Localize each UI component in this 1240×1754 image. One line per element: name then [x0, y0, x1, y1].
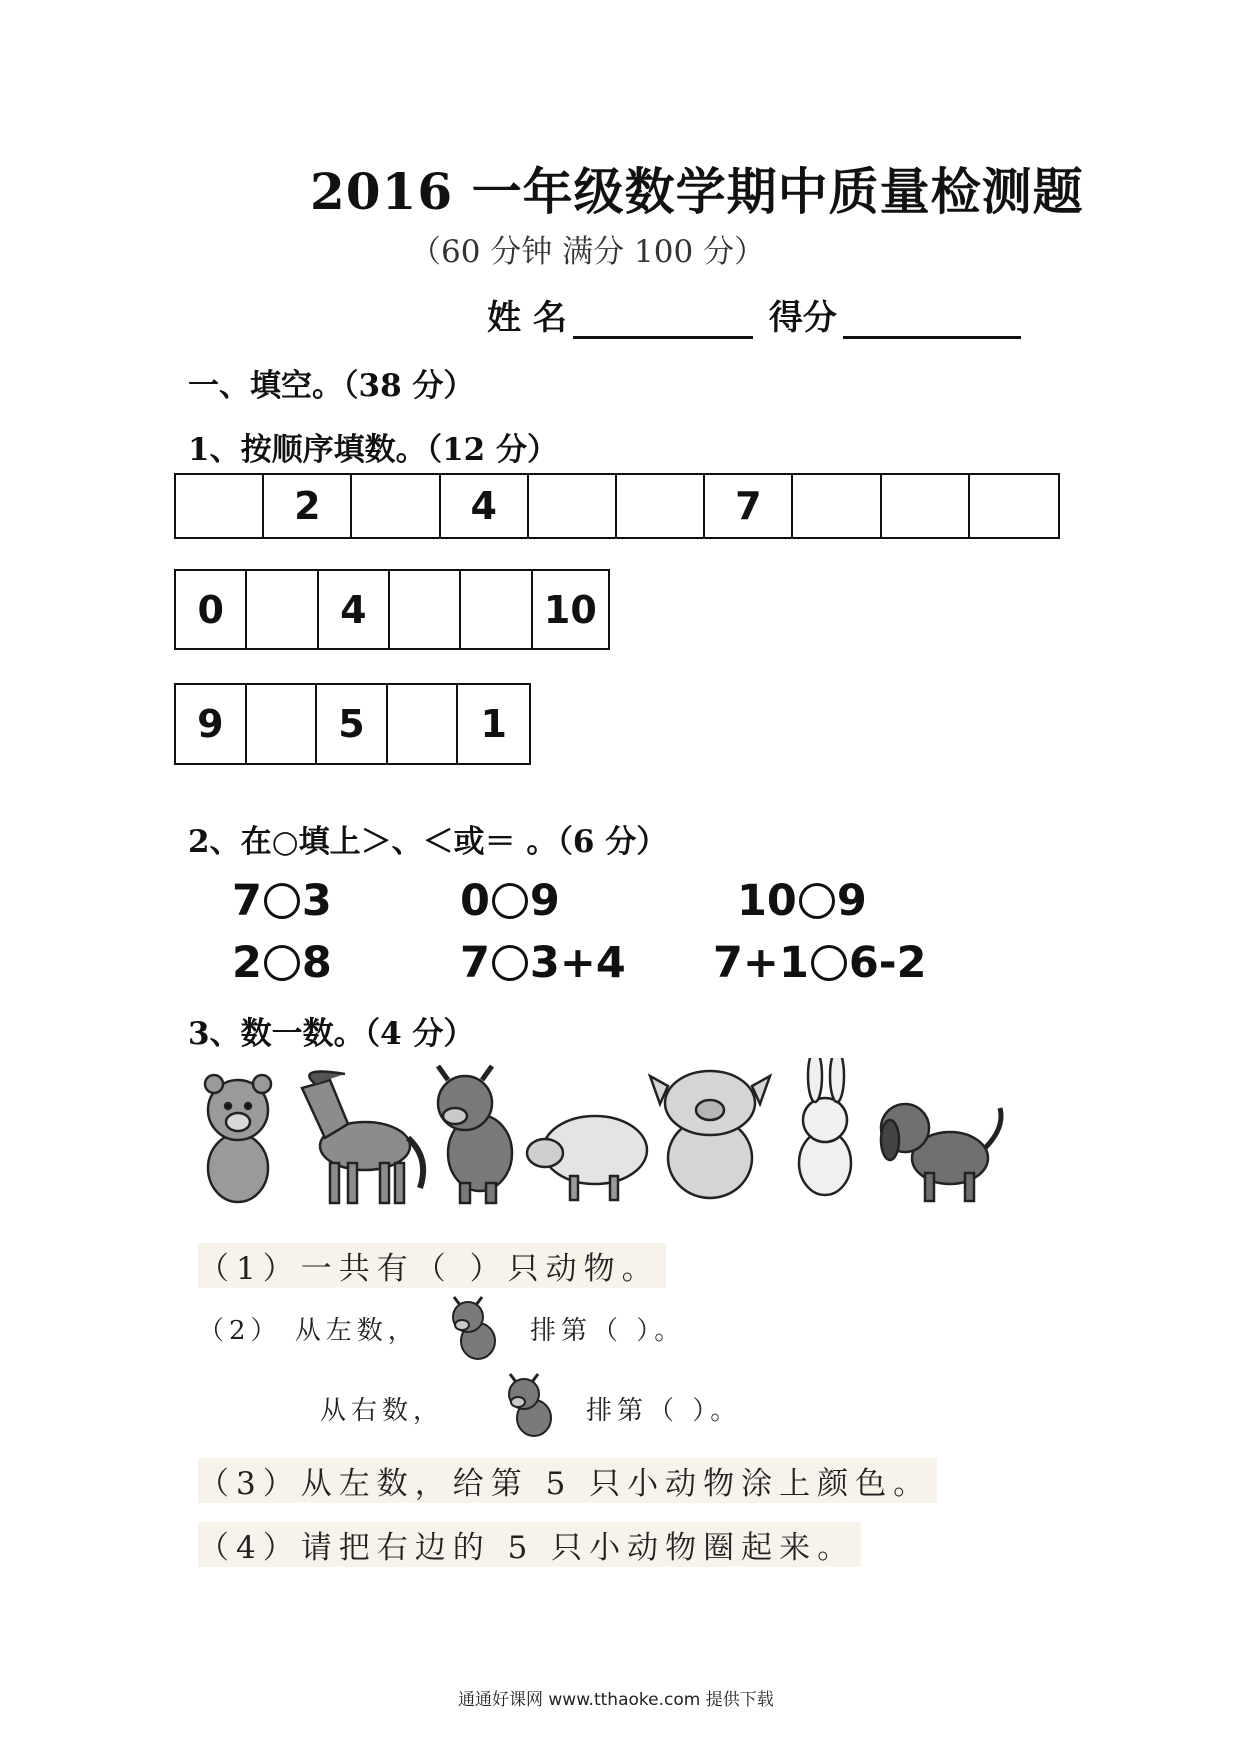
compare-item	[232, 876, 332, 926]
count-question-2b-prefix: 从右数，	[320, 1396, 445, 1426]
dog-icon	[881, 1104, 1001, 1201]
score-label: 得分	[768, 298, 837, 338]
compare-right: 3	[301, 876, 332, 926]
compare-item	[737, 876, 867, 926]
sequence-cell[interactable]	[617, 475, 705, 537]
sequence-cell: 4	[319, 571, 390, 648]
sequence-cell[interactable]	[247, 685, 318, 763]
count-question-1: （1）一共有（ ）只动物。	[198, 1243, 666, 1288]
name-score-row	[487, 290, 1037, 339]
compare-left: 7+1	[713, 938, 809, 988]
count-question-2b-suffix: 排第（ ）。	[586, 1396, 742, 1426]
compare-right: 3+4	[529, 938, 626, 988]
count-question-2a-prefix: （2） 从左数，	[198, 1316, 419, 1346]
name-field[interactable]	[573, 300, 753, 339]
name-label: 姓 名	[487, 298, 567, 338]
cow-icon	[438, 1066, 512, 1203]
compare-circle[interactable]	[811, 945, 847, 981]
cow-icon	[496, 1372, 566, 1442]
footer-source: 通通好课网 www.tthaoke.com 提供下载	[458, 1690, 774, 1710]
sequence-cell[interactable]	[793, 475, 881, 537]
sequence-cell[interactable]	[176, 475, 264, 537]
compare-right: 9	[836, 876, 867, 926]
sequence-cell: 0	[176, 571, 247, 648]
compare-left: 7	[460, 938, 490, 988]
sequence-row-1	[174, 473, 1060, 539]
compare-left: 2	[232, 938, 262, 988]
sequence-cell[interactable]	[390, 571, 461, 648]
section-heading-fill-blank: 一、填空。（38 分）	[188, 368, 475, 404]
sequence-cell: 10	[543, 587, 597, 632]
sequence-cell: 2	[264, 475, 352, 537]
compare-right: 6-2	[848, 938, 927, 988]
question-1-heading: 1、按顺序填数。（12 分）	[188, 432, 559, 468]
page-title: 2016 一年级数学期中质量检测题	[310, 162, 1084, 221]
exam-duration-score: （60 分钟 满分 100 分）	[410, 234, 766, 270]
sequence-cell[interactable]	[970, 475, 1058, 537]
compare-left: 7	[232, 876, 262, 926]
count-question-2a-suffix: 排第（ ）。	[530, 1316, 686, 1346]
sequence-cell: 4	[441, 475, 529, 537]
horse-icon	[302, 1072, 423, 1203]
rabbit-icon	[799, 1058, 851, 1195]
score-field[interactable]	[843, 300, 1021, 339]
sheep-icon	[527, 1116, 647, 1200]
sequence-cell: 1	[480, 702, 507, 746]
question-3-heading: 3、数一数。（4 分）	[188, 1016, 475, 1052]
sequence-cell[interactable]	[352, 475, 440, 537]
compare-circle[interactable]	[799, 883, 835, 919]
sequence-cell[interactable]	[882, 475, 970, 537]
compare-item	[460, 876, 560, 926]
compare-right: 8	[301, 938, 332, 988]
compare-item	[713, 938, 927, 988]
compare-right: 9	[529, 876, 560, 926]
sequence-cell[interactable]	[388, 685, 459, 763]
compare-left: 10	[737, 876, 797, 926]
compare-item	[460, 938, 626, 988]
sequence-cell[interactable]	[529, 475, 617, 537]
compare-item	[232, 938, 332, 988]
sequence-cell[interactable]	[247, 571, 318, 648]
compare-circle[interactable]	[492, 883, 528, 919]
compare-circle[interactable]	[264, 945, 300, 981]
cow-icon	[440, 1295, 510, 1365]
animal-lineup-illustration	[190, 1058, 1050, 1208]
sequence-row-3	[174, 683, 531, 765]
sequence-cell: 5	[317, 685, 388, 763]
count-question-3: （3）从左数，给第 5 只小动物涂上颜色。	[198, 1458, 937, 1503]
pig-icon	[650, 1071, 770, 1198]
question-2-heading: 2、在○填上＞、＜或＝ 。（6 分）	[188, 824, 668, 860]
compare-circle[interactable]	[492, 945, 528, 981]
count-question-4: （4）请把右边的 5 只小动物圈起来。	[198, 1522, 861, 1567]
sequence-cell: 9	[176, 685, 247, 763]
compare-circle[interactable]	[264, 883, 300, 919]
bear-icon	[205, 1075, 271, 1202]
sequence-cell[interactable]	[461, 571, 532, 648]
sequence-row-2	[174, 569, 610, 650]
sequence-cell: 7	[705, 475, 793, 537]
compare-left: 0	[460, 876, 490, 926]
